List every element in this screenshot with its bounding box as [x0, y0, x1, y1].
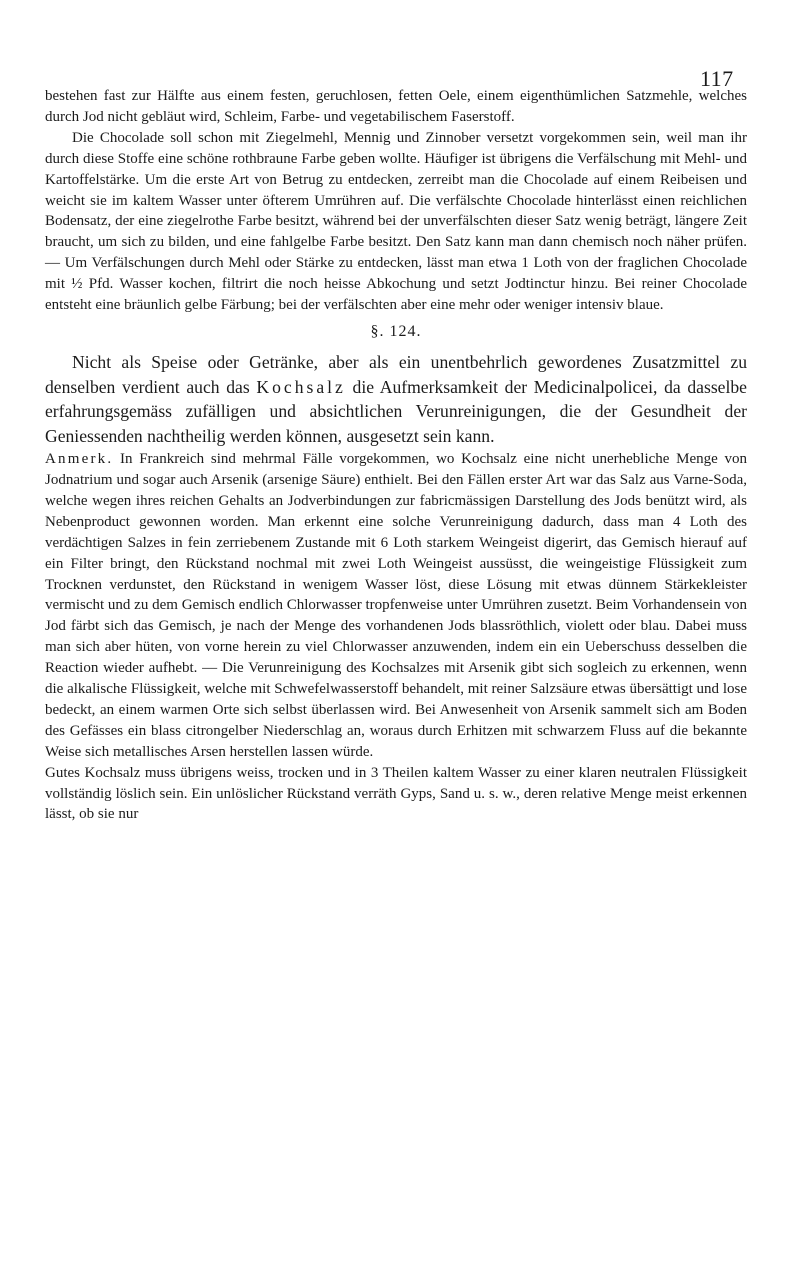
annotation-label: Anmerk. — [45, 451, 114, 468]
paragraph-good-salt: Gutes Kochsalz muss übrigens weiss, trocken und in 3 Theilen kaltem Wasser zu einer klaren neutralen Flüssigkeit vollständig löslich sein. Ein unlöslicher Rückstand verräth Gyps, Sand u. s. w., deren relative Menge meist erkennen lässt, ob sie nur — [45, 764, 747, 823]
annotation-text: In Frankreich sind mehrmal Fälle vorgekommen, wo Kochsalz eine nicht unerhebliche Menge von Jodnatrium und sogar auch Arsenik (arsenige Säure) enthielt. Bei den Fällen erster Art war das Salz aus Varne-Soda, welche wegen ihres reichen Gehalts an Jodverbindungen zur fabricmässigen Darstellung des Jods benützt wird, als Nebenproduct gewonnen worden. Man erkennt eine solche Verunreinigung dadurch, dass man 4 Loth des verdächtigen Salzes in fein zerriebenem Zustande mit 6 Loth starkem Weingeist digerirt, das Gemisch hierauf auf ein Filter bringt, den Rückstand nochmal mit zwei Loth Weingeist aussüsst, die weingeistige Flüssigkeit zum Trocknen verdunstet, den Rückstand in wenigem Wasser löst, diese Lösung mit etwas dünnem Stärkekleister vermischt und zu dem Gemisch endlich Chlorwasser tropfenweise unter Umrühren zusetzt. Beim Vorhandensein von Jod färbt sich das Gemisch, je nach der Menge des vorhandenen Jods blassröthlich, violett oder blau. Dabei muss man sich aber hüten, von vorne herein zu viel Chlorwasser anzuwenden, indem ein ein Ueberschuss desselben die Reaction wieder aufhebt. — Die Verunreinigung des Kochsalzes mit Arsenik gibt sich sogleich zu erkennen, wenn die alkalische Flüssigkeit, welche mit Schwefelwasserstoff behandelt, mit reiner Salzsäure etwas übersättigt und lose bedeckt, an einem warmen Orte sich selbst überlassen wird. Bei Anwesenheit von Arsenik sammelt sich am Boden des Gefässes ein blass citrongelber Niederschlag an, woraus durch Erhitzen mit schwarzem Fluss auf die bekannte Weise sich metallisches Arsen herstellen lassen würde. — [45, 451, 747, 760]
paragraph-continuation: bestehen fast zur Hälfte aus einem festen, geruchlosen, fetten Oele, einem eigenthümlichen Satzmehle, welches durch Jod nicht gebläut wird, Schleim, Farbe- und vegetabilischem Faserstoff. — [45, 88, 747, 125]
section-heading: §. 124. — [370, 322, 422, 340]
annotation-paragraph — [45, 449, 747, 763]
paragraph-chocolate-adulteration: Die Chocolade soll schon mit Ziegelmehl, Mennig und Zinnober versetzt vorgekommen sein, weil man ihr durch diese Stoffe eine schöne rothbraune Farbe geben wollte. Häufiger ist übrigens die Verfälschung mit Mehl- und Kartoffelstärke. Um die erste Art von Betrug zu entdecken, zerreibt man die Chocolade auf einem Reibeisen und weicht sie im kaltem Wasser unter öfterem Umrühren auf. Die verfälschte Chocolade hinterlässt einen reichlichen Bodensatz, der eine ziegelrothe Farbe besitzt, während bei der unverfälschten dieser Satz wenig beträgt, längere Zeit braucht, um sich zu bilden, und eine fahlgelbe Farbe besitzt. Den Satz kann man dann chemisch noch näher prüfen. — Um Verfälschungen durch Mehl oder Stärke zu entdecken, lässt man etwa 1 Loth von der fraglichen Chocolade mit ½ Pfd. Wasser kochen, filtrirt die noch heisse Abkochung und setzt Jodtinctur hinzu. Bei reiner Chocolade entsteht eine bräunlich gelbe Färbung; bei der verfälschten aber eine mehr oder weniger intensiv blaue. — [45, 129, 747, 314]
page-number: 117 — [700, 66, 734, 91]
section-statement — [45, 350, 747, 449]
statement-text-start: Nicht als Speise oder Getränke, aber als ein unentbehrlich gewordenes Zusatzmittel zu denselben verdient auch das — [45, 351, 747, 397]
statement-keyword: Kochsalz — [256, 376, 346, 397]
statement-text-end: die Aufmerksamkeit der Medicinalpolicei, da dasselbe erfahrungsgemäss zufälligen und absichtlichen Verunreinigungen, die der Gesundheit der Geniessenden nachtheilig werden können, ausgesetzt sein kann. — [45, 376, 747, 447]
page-body — [45, 86, 747, 825]
